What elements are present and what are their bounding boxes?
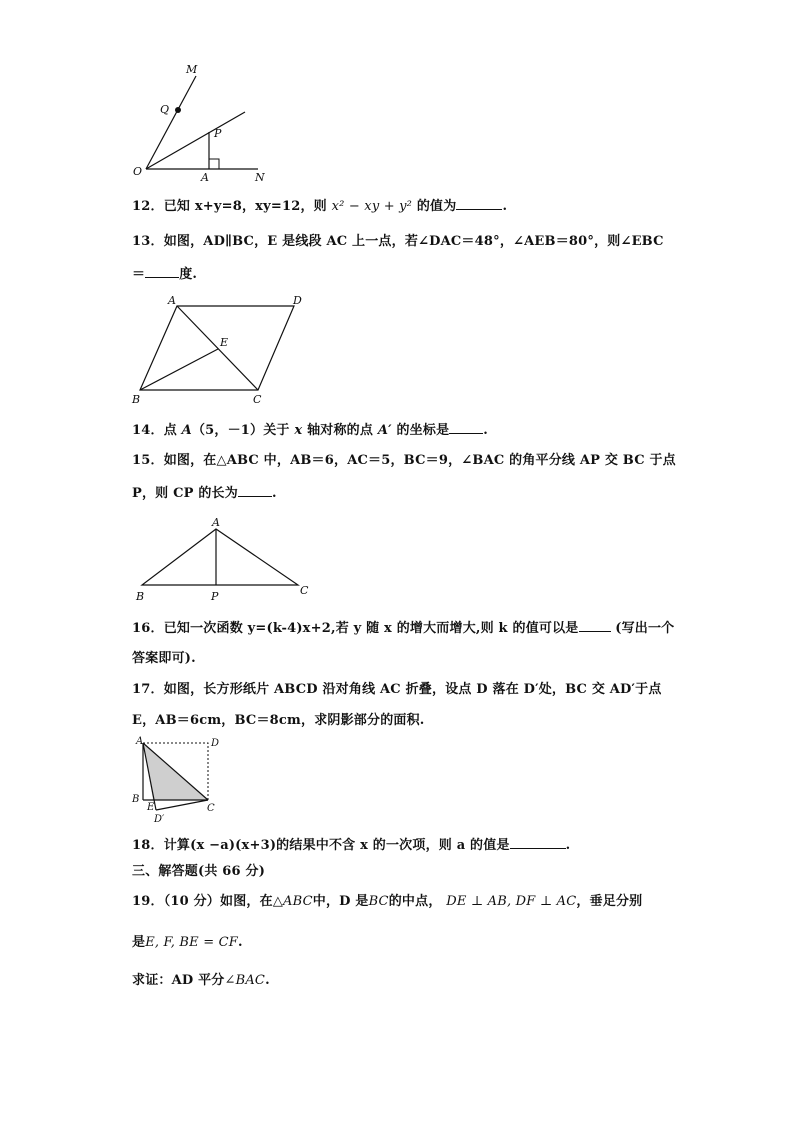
answer-blank [238, 484, 272, 497]
q19-text-post: ，垂足分别 [576, 894, 643, 909]
question-16-line2: 答案即可). [132, 651, 196, 666]
section-title: 三、解答题(共 66 分) [132, 864, 266, 879]
q14-end: . [483, 423, 489, 438]
question-19-line1 [132, 893, 642, 911]
question-15-line1: 15．如图，在△ABC 中，AB＝6，AC＝5，BC＝9，∠BAC 的角平分线 AP 交 BC 于点 [132, 453, 676, 468]
label-n: N [255, 171, 265, 184]
question-19-prove [132, 972, 270, 990]
diagonal-ac [177, 306, 258, 390]
question-17-line2: E，AB＝6cm，BC＝8cm，求阴影部分的面积. [132, 713, 425, 728]
answer-blank [579, 619, 611, 632]
q19-prove-text: 求证：AD 平分 [132, 973, 225, 988]
label-b: B [132, 393, 141, 406]
figure-parallelogram-abcd [128, 290, 318, 410]
question-17-line1: 17．如图，长方形纸片 ABCD 沿对角线 AC 折叠，设点 D 落在 D′处，BC 交 AD′于点 [132, 682, 662, 697]
question-12 [132, 197, 507, 216]
q19-text-mid2: 的中点， [388, 894, 442, 909]
q19-text-line2: 是 [132, 935, 146, 950]
label-d: D [293, 294, 302, 307]
segment-be [140, 349, 218, 390]
q12-end: . [502, 199, 508, 214]
question-16-line1 [132, 619, 674, 638]
q19-text: 19．（10 分）如图，在 [132, 894, 273, 909]
segment-cd-prime [156, 800, 208, 810]
q19-condition: DE ⊥ AB, DF ⊥ AC [446, 894, 577, 909]
q14-point-a-prime: A′ [377, 423, 392, 438]
label-d: D [211, 738, 220, 749]
q19-prove-end: . [265, 973, 270, 988]
question-14 [132, 421, 488, 440]
label-c: C [253, 393, 262, 406]
label-d-prime: D′ [154, 814, 165, 825]
q18-text: 18．计算(x −a)(x+3)的结果中不含 x 的一次项，则 a 的值是 [132, 838, 510, 853]
q12-text: 已知 x+y=8，xy=12，则 [163, 199, 327, 214]
q14-axis-x: x [294, 423, 303, 438]
figure-folded-rectangle [128, 734, 238, 824]
answer-blank [456, 197, 502, 210]
q13-equals: ＝ [132, 267, 146, 282]
label-c: C [300, 584, 309, 597]
answer-blank [145, 265, 179, 278]
q14-coords: （5，－1）关于 [191, 423, 290, 438]
label-b: B [132, 794, 140, 805]
q19-segment-bc: BC [368, 894, 389, 909]
q16-text-post: (写出一个 [615, 621, 675, 636]
label-a: A [136, 736, 144, 747]
question-19-line2 [132, 934, 243, 952]
q19-text-mid: 中，D 是 [312, 894, 369, 909]
q14-point-a: A [181, 423, 192, 438]
label-p: P [211, 590, 219, 603]
figure-angle-mon [128, 62, 278, 187]
q14-text-post: 的坐标是 [396, 423, 450, 438]
q13-unit: 度. [179, 267, 198, 282]
q12-expression: x² − xy + y² [331, 199, 413, 214]
q19-angle: ∠BAC [224, 973, 266, 988]
q12-number: 12． [132, 199, 164, 214]
question-13-line1: 13．如图，AD∥BC，E 是线段 AC 上一点，若∠DAC＝48°，∠AEB＝80°，则∠EBC [132, 234, 664, 249]
label-o: O [133, 165, 143, 178]
q14-text: 14．点 [132, 423, 177, 438]
label-e: E [220, 336, 229, 349]
point-q [175, 107, 181, 113]
label-e: E [147, 802, 155, 813]
question-13-line2 [132, 265, 197, 284]
label-p: P [214, 127, 222, 140]
q19-expression: E, F, BE = CF [145, 935, 238, 950]
label-b: B [136, 590, 145, 603]
q12-text-post: 的值为 [416, 199, 457, 214]
triangle-abc [142, 529, 298, 585]
label-q: Q [160, 103, 170, 116]
label-a: A [168, 294, 176, 307]
q19-triangle: △ABC [272, 894, 313, 909]
question-18 [132, 836, 570, 855]
question-15-line2 [132, 484, 277, 503]
q15-end: . [271, 486, 277, 501]
q15-text: P，则 CP 的长为 [132, 486, 238, 501]
q19-end: . [237, 935, 243, 950]
q14-text-mid: 轴对称的点 [307, 423, 374, 438]
label-m: M [186, 63, 198, 76]
right-angle-mark [209, 159, 219, 169]
label-a: A [201, 171, 209, 184]
answer-blank [449, 421, 483, 434]
q18-end: . [565, 838, 571, 853]
answer-blank [510, 836, 566, 849]
figure-triangle-abc-q15 [130, 514, 320, 606]
q16-text: 16．已知一次函数 y=(k-4)x+2,若 y 随 x 的增大而增大,则 k 的值可以是 [132, 621, 579, 636]
label-a: A [212, 516, 220, 529]
label-c: C [207, 803, 215, 814]
